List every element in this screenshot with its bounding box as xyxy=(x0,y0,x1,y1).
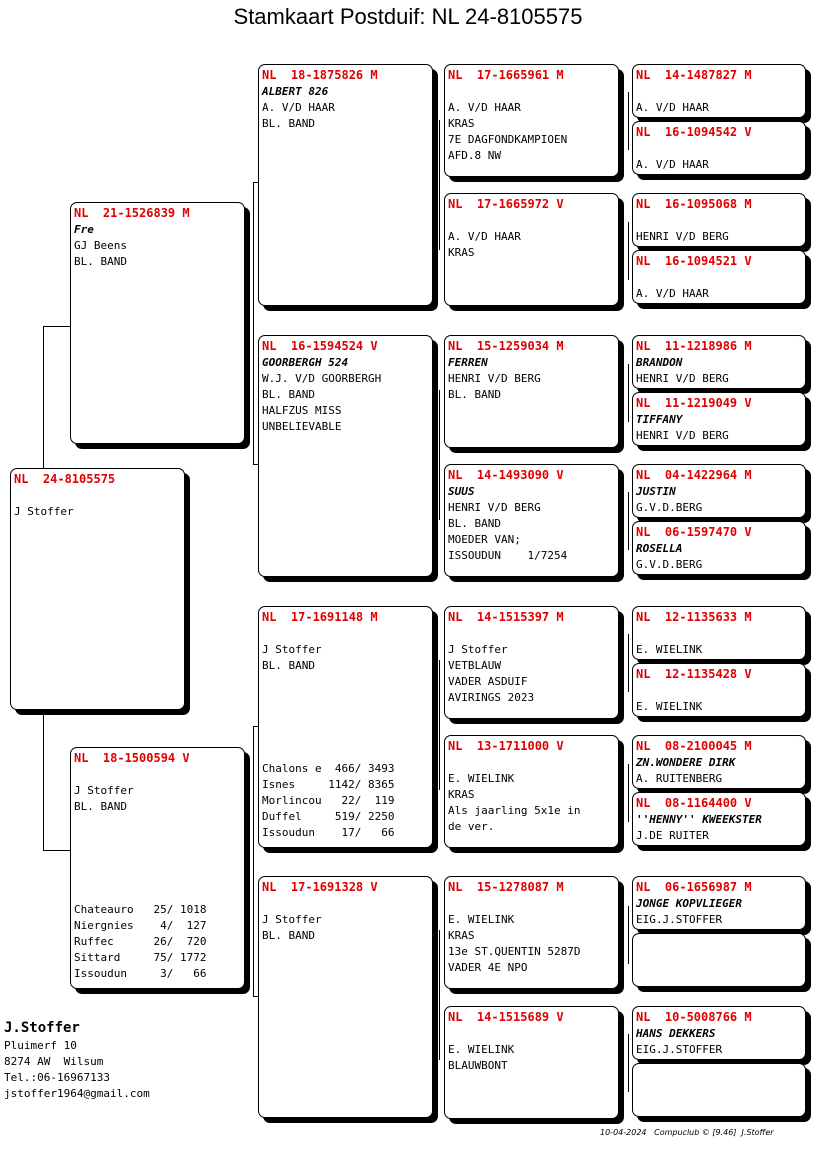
pigeon-name xyxy=(636,141,802,157)
owner-name: J.Stoffer xyxy=(4,1020,80,1036)
gen4-card-8 xyxy=(632,521,806,575)
gen3-card-6 xyxy=(444,735,619,848)
pigeon-name: ZN.WONDERE DIRK xyxy=(636,756,736,769)
ring: NL 18-1875826 M xyxy=(262,68,378,82)
ring: NL 08-1164400 V xyxy=(636,796,752,810)
breeder: EIG.J.STOFFER xyxy=(636,913,723,926)
dam-card xyxy=(70,747,245,989)
gen4-card-10 xyxy=(632,663,806,717)
info-line: 7E DAGFONDKAMPIOEN xyxy=(448,133,568,146)
info-line: ISSOUDUN 1/7254 xyxy=(448,549,568,562)
gen3-card-3 xyxy=(444,335,619,448)
result-line: Issoudun 17/ 66 xyxy=(262,826,395,839)
ring: NL 13-1711000 V xyxy=(448,739,564,753)
pigeon-name: HANS DEKKERS xyxy=(636,1027,716,1040)
dam-sire-results xyxy=(262,761,394,841)
pigeon-name: FERREN xyxy=(448,356,488,369)
gen4-card-11 xyxy=(632,735,806,789)
ring: NL 14-1493090 V xyxy=(448,468,564,482)
ring: NL 15-1259034 M xyxy=(448,339,564,353)
ring: NL 04-1422964 M xyxy=(636,468,752,482)
gen3-card-7 xyxy=(444,876,619,989)
ring: NL 14-1487827 M xyxy=(636,68,752,82)
sire-breeder: GJ Beens xyxy=(74,239,127,252)
subject-card xyxy=(10,468,185,710)
result-line: Ruffec 26/ 720 xyxy=(74,935,207,948)
gen3-card-2 xyxy=(444,193,619,306)
info-line: de ver. xyxy=(448,820,495,833)
info-line: UNBELIEVABLE xyxy=(262,420,342,433)
breeder: G.V.D.BERG xyxy=(636,501,703,514)
gen3-card-1 xyxy=(444,64,619,177)
breeder: J Stoffer xyxy=(262,913,322,926)
gen4-card-6 xyxy=(632,392,806,446)
gen3-card-5 xyxy=(444,606,619,719)
gen4-card-14 xyxy=(632,933,806,987)
gen4-card-13 xyxy=(632,876,806,930)
gen4-card-7 xyxy=(632,464,806,518)
result-line: Duffel 519/ 2250 xyxy=(262,810,395,823)
info-line: AFD.8 NW xyxy=(448,149,501,162)
result-line: Issoudun 3/ 66 xyxy=(74,967,207,980)
breeder: J.DE RUITER xyxy=(636,829,709,842)
info-line: 13e ST.QUENTIN 5287D xyxy=(448,945,581,958)
breeder: A. V/D HAAR xyxy=(448,230,521,243)
breeder: HENRI V/D BERG xyxy=(448,501,541,514)
pigeon-name: ROSELLA xyxy=(636,542,683,555)
pigeon-name xyxy=(636,84,802,100)
pigeon-name: JUSTIN xyxy=(636,485,676,498)
gen4-card-4 xyxy=(632,250,806,304)
info-line: AVIRINGS 2023 xyxy=(448,691,535,704)
ring: NL 16-1094521 V xyxy=(636,254,752,268)
owner-email[interactable]: jstoffer1964@gmail.com xyxy=(4,1087,150,1100)
breeder: J Stoffer xyxy=(448,643,508,656)
dam-band: BL. BAND xyxy=(74,800,127,813)
pigeon-name: ''HENNY'' KWEEKSTER xyxy=(636,813,762,826)
pigeon-name: TIFFANY xyxy=(636,413,683,426)
pigeon-name: GOORBERGH 524 xyxy=(262,356,349,369)
info-line: BL. BAND xyxy=(262,388,315,401)
owner-block xyxy=(4,1018,150,1102)
sire-card xyxy=(70,202,245,444)
gen4-card-12 xyxy=(632,792,806,846)
result-line: Chateauro 25/ 1018 xyxy=(74,903,207,916)
breeder: HENRI V/D BERG xyxy=(636,429,729,442)
owner-address: Pluimerf 10 xyxy=(4,1039,77,1052)
sire-sire-card xyxy=(258,64,433,306)
info-line: Als jaarling 5x1e in xyxy=(448,804,581,817)
info-line: VETBLAUW xyxy=(448,659,501,672)
band: BL. BAND xyxy=(262,929,315,942)
breeder: J Stoffer xyxy=(262,643,322,656)
ring: NL 14-1515397 M xyxy=(448,610,564,624)
breeder: A. V/D HAAR xyxy=(448,101,521,114)
pigeon-name: BRANDON xyxy=(636,356,683,369)
dam-ring: NL 18-1500594 V xyxy=(74,751,190,765)
pigeon-name xyxy=(636,213,802,229)
breeder: A. V/D HAAR xyxy=(636,158,709,171)
result-line: Morlincou 22/ 119 xyxy=(262,794,395,807)
dam-dam-card xyxy=(258,876,433,1118)
ring: NL 15-1278087 M xyxy=(448,880,564,894)
info-line: HALFZUS MISS xyxy=(262,404,342,417)
gen4-card-1 xyxy=(632,64,806,118)
result-line: Chalons e 466/ 3493 xyxy=(262,762,395,775)
breeder: E. WIELINK xyxy=(448,913,515,926)
sire-name: Fre xyxy=(74,223,94,236)
info-line: VADER ASDUIF xyxy=(448,675,528,688)
dam-breeder: J Stoffer xyxy=(74,784,134,797)
pigeon-name: ALBERT 826 xyxy=(262,85,329,98)
dam-sire-card xyxy=(258,606,433,848)
breeder: A. V/D HAAR xyxy=(262,101,335,114)
gen4-card-15 xyxy=(632,1006,806,1060)
info-line: KRAS xyxy=(448,929,475,942)
gen4-card-16 xyxy=(632,1063,806,1117)
gen4-card-9 xyxy=(632,606,806,660)
breeder: HENRI V/D BERG xyxy=(636,230,729,243)
breeder: A. V/D HAAR xyxy=(636,287,709,300)
breeder: E. WIELINK xyxy=(636,643,703,656)
ring: NL 11-1219049 V xyxy=(636,396,752,410)
sire-dam-card xyxy=(258,335,433,577)
ring: NL 16-1095068 M xyxy=(636,197,752,211)
sire-ring: NL 21-1526839 M xyxy=(74,206,190,220)
info-line: VADER 4E NPO xyxy=(448,961,528,974)
ring: NL 06-1656987 M xyxy=(636,880,752,894)
gen4-card-3 xyxy=(632,193,806,247)
subject-owner: J Stoffer xyxy=(14,505,74,518)
breeder: E. WIELINK xyxy=(448,772,515,785)
gen4-card-2 xyxy=(632,121,806,175)
result-line: Sittard 75/ 1772 xyxy=(74,951,207,964)
breeder: W.J. V/D GOORBERGH xyxy=(262,372,382,385)
gen3-card-8 xyxy=(444,1006,619,1119)
ring: NL 12-1135428 V xyxy=(636,667,752,681)
ring: NL 16-1594524 V xyxy=(262,339,378,353)
ring: NL 17-1691148 M xyxy=(262,610,378,624)
ring: NL 11-1218986 M xyxy=(636,339,752,353)
breeder: HENRI V/D BERG xyxy=(448,372,541,385)
ring: NL 16-1094542 V xyxy=(636,125,752,139)
sire-band: BL. BAND xyxy=(74,255,127,268)
band: BL. BAND xyxy=(262,117,315,130)
result-line: Isnes 1142/ 8365 xyxy=(262,778,395,791)
pigeon-name xyxy=(636,683,802,699)
gen4-card-5 xyxy=(632,335,806,389)
ring: NL 14-1515689 V xyxy=(448,1010,564,1024)
breeder: EIG.J.STOFFER xyxy=(636,1043,723,1056)
info-line: KRAS xyxy=(448,246,475,259)
breeder: A. RUITENBERG xyxy=(636,772,723,785)
info-line: MOEDER VAN; xyxy=(448,533,521,546)
info-line: BL. BAND xyxy=(448,517,501,530)
ring: NL 17-1665972 V xyxy=(448,197,564,211)
ring: NL 10-5008766 M xyxy=(636,1010,752,1024)
ring: NL 12-1135633 M xyxy=(636,610,752,624)
breeder: E. WIELINK xyxy=(448,1043,515,1056)
ring: NL 08-2100045 M xyxy=(636,739,752,753)
pigeon-name xyxy=(636,626,802,642)
ring: NL 06-1597470 V xyxy=(636,525,752,539)
band: BL. BAND xyxy=(262,659,315,672)
breeder: G.V.D.BERG xyxy=(636,558,703,571)
result-line: Niergnies 4/ 127 xyxy=(74,919,207,932)
pigeon-name: JONGE KOPVLIEGER xyxy=(636,897,742,910)
breeder: A. V/D HAAR xyxy=(636,101,709,114)
breeder: HENRI V/D BERG xyxy=(636,372,729,385)
info-line: KRAS xyxy=(448,117,475,130)
gen3-card-4 xyxy=(444,464,619,577)
page-title: Stamkaart Postduif: NL 24-8105575 xyxy=(233,4,583,29)
breeder: E. WIELINK xyxy=(636,700,703,713)
subject-ring: NL 24-8105575 xyxy=(14,472,116,486)
pigeon-name xyxy=(636,270,802,286)
footer-credit: 10-04-2024 Compuclub © [9.46] J.Stoffer xyxy=(600,1128,774,1137)
ring: NL 17-1691328 V xyxy=(262,880,378,894)
pigeon-name: SUUS xyxy=(448,485,475,498)
info-line: BL. BAND xyxy=(448,388,501,401)
dam-results xyxy=(74,902,206,982)
info-line: KRAS xyxy=(448,788,475,801)
ring: NL 17-1665961 M xyxy=(448,68,564,82)
owner-city: 8274 AW Wilsum xyxy=(4,1055,104,1068)
info-line: BLAUWBONT xyxy=(448,1059,508,1072)
owner-phone: Tel.:06-16967133 xyxy=(4,1071,110,1084)
